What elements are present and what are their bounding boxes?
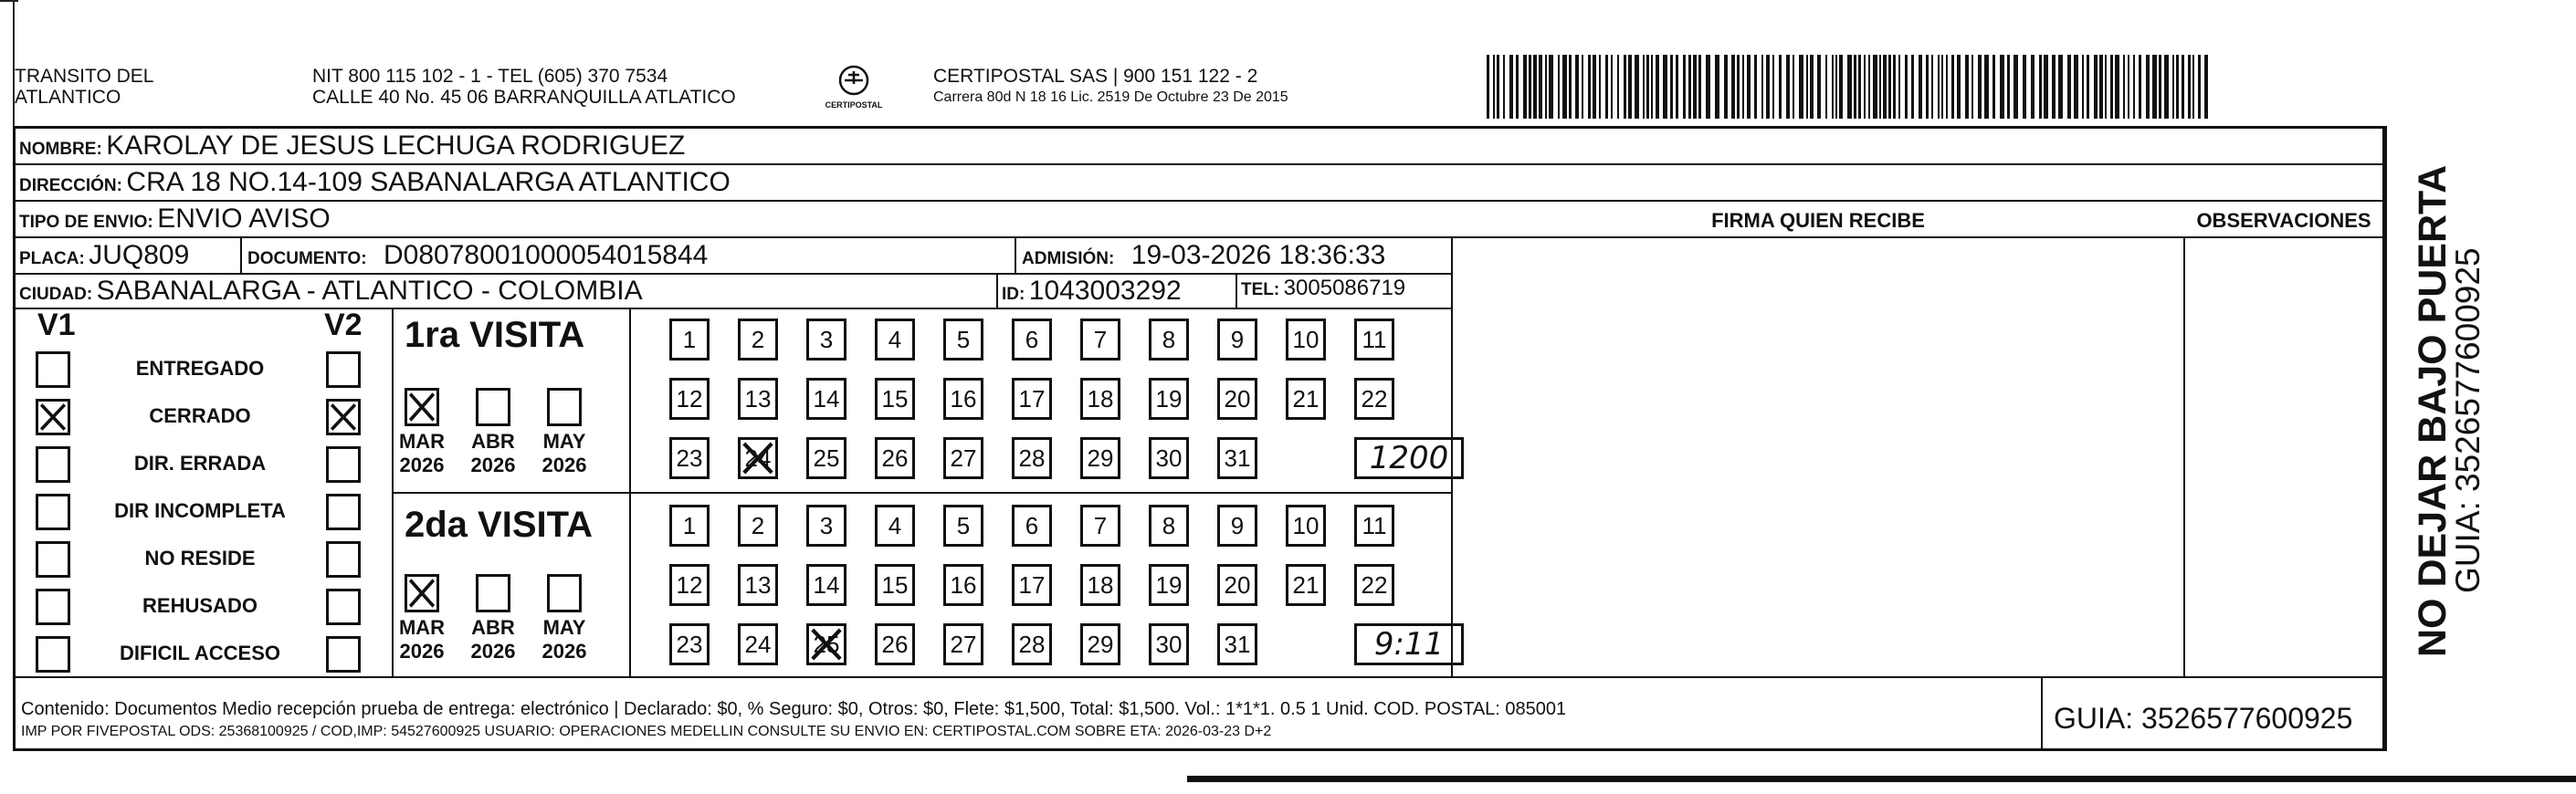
day-box[interactable]: 10 (1286, 505, 1326, 547)
month-name: ABR (471, 616, 515, 639)
observations-column-header: OBSERVACIONES (2196, 209, 2371, 232)
status-label: CERRADO (149, 404, 251, 427)
status-label: ENTREGADO (135, 357, 265, 380)
v1-checkbox[interactable] (36, 494, 70, 530)
day-box[interactable]: 15 (875, 378, 915, 420)
month-checkbox[interactable] (547, 574, 582, 612)
certipostal-logo (817, 62, 890, 117)
v1-header: V1 (37, 308, 76, 342)
day-box[interactable]: 29 (1080, 623, 1120, 665)
address-field (19, 167, 731, 198)
day-box[interactable]: 1 (669, 505, 710, 547)
margin-line-top (0, 0, 18, 2)
day-cross-mark (741, 440, 775, 476)
month-year: 2026 (399, 454, 445, 476)
v2-checkbox[interactable] (326, 446, 361, 483)
day-box[interactable]: 10 (1286, 319, 1326, 360)
day-box[interactable]: 9 (1217, 319, 1257, 360)
address-value: CRA 18 NO.14-109 SABANALARGA ATLANTICO (126, 167, 731, 197)
day-box[interactable]: 2 (738, 505, 778, 547)
side-warning: NO DEJAR BAJO PUERTA (2411, 164, 2455, 657)
day-box[interactable]: 23 (669, 623, 710, 665)
month-name: MAR (398, 616, 446, 639)
v1-checkbox[interactable] (36, 636, 70, 673)
month-year: 2026 (399, 640, 445, 663)
day-box[interactable]: 20 (1217, 564, 1257, 606)
status-label: REHUSADO (142, 594, 258, 617)
footer-imp: IMP POR FIVEPOSTAL ODS: 25368100925 / COD,IMP: 54527600925 USUARIO: OPERACIONES MEDELLIN CONSULTE SU ENVIO EN: CERTIPOSTAL.COM SOBRE ETA: 2026-03-23 D+2 (21, 724, 1272, 739)
month-year: 2026 (541, 454, 587, 476)
signature-column-header: FIRMA QUIEN RECIBE (1711, 209, 1925, 232)
v1-checkbox[interactable] (36, 351, 70, 388)
month-label (461, 616, 525, 663)
day-box[interactable]: 12 (669, 564, 710, 606)
day-box[interactable]: 31 (1217, 623, 1257, 665)
v1-checkbox[interactable] (36, 399, 70, 435)
v2-checkbox[interactable] (326, 494, 361, 530)
org-line-2: ATLANTICO (15, 87, 121, 108)
month-year: 2026 (470, 454, 516, 476)
logo-text: CERTIPOSTAL (825, 100, 883, 110)
header-company (933, 66, 1445, 107)
day-box[interactable]: 30 (1149, 437, 1189, 479)
type-label: TIPO DE ENVIO: (19, 213, 153, 232)
day-box[interactable]: 4 (875, 319, 915, 360)
company-address: Carrera 80d N 18 16 Lic. 2519 De Octubre 23 De 2015 (933, 89, 1288, 105)
day-box[interactable]: 5 (943, 319, 983, 360)
day-box[interactable]: 7 (1080, 505, 1120, 547)
v2-checkbox[interactable] (326, 636, 361, 673)
city-field (19, 276, 643, 307)
day-box[interactable]: 8 (1149, 319, 1189, 360)
day-box[interactable]: 24 (738, 437, 778, 479)
v1-checkbox[interactable] (36, 541, 70, 578)
day-box[interactable]: 18 (1080, 564, 1120, 606)
tel-field (1241, 276, 1405, 301)
document-value: D08078001000054015844 (384, 240, 709, 270)
side-guia: GUIA: 3526577600925 (2449, 247, 2487, 593)
day-box[interactable]: 13 (738, 378, 778, 420)
address-label: DIRECCIÓN: (19, 176, 122, 195)
day-box[interactable]: 17 (1012, 378, 1052, 420)
bottom-edge (1187, 776, 2576, 782)
v1-checkbox[interactable] (36, 446, 70, 483)
status-label: DIR. ERRADA (133, 452, 267, 475)
status-label: DIFICIL ACCESO (119, 642, 280, 664)
day-box[interactable]: 12 (669, 378, 710, 420)
month-name: MAY (542, 430, 586, 453)
second-visit-title: 2da VISITA (405, 505, 593, 545)
day-box[interactable]: 29 (1080, 437, 1120, 479)
month-label (532, 616, 596, 663)
footer-guia: GUIA: 3526577600925 (2054, 702, 2353, 735)
day-box[interactable]: 23 (669, 437, 710, 479)
day-box[interactable]: 6 (1012, 319, 1052, 360)
delivery-form (13, 126, 2387, 751)
city-value: SABANALARGA - ATLANTICO - COLOMBIA (96, 276, 643, 306)
month-name: MAY (542, 616, 586, 639)
plate-label: PLACA: (19, 249, 85, 268)
id-field (1002, 276, 1182, 307)
day-box[interactable]: 8 (1149, 505, 1189, 547)
month-checkbox[interactable] (476, 388, 510, 426)
day-box[interactable]: 26 (875, 623, 915, 665)
document-label: DOCUMENTO: (247, 249, 367, 268)
day-box[interactable]: 13 (738, 564, 778, 606)
day-box[interactable]: 28 (1012, 623, 1052, 665)
footer-content: Contenido: Documentos Medio recepción prueba de entrega: electrónico | Declarado: $0, % Seguro: $0, Otros: $0, Flete: $1,500, Total: $1,500. Vol.: 1*1*1. 0.5 1 Unid. COD. POSTAL: 085001 (21, 699, 1567, 719)
day-box[interactable]: 9 (1217, 505, 1257, 547)
v2-checkbox[interactable] (326, 351, 361, 388)
v2-checkbox[interactable] (326, 589, 361, 625)
admission-field (1022, 240, 1385, 271)
day-box[interactable]: 19 (1149, 564, 1189, 606)
header-org (15, 66, 289, 108)
day-box[interactable]: 22 (1354, 564, 1394, 606)
month-label (532, 430, 596, 477)
name-value: KAROLAY DE JESUS LECHUGA RODRIGUEZ (106, 131, 686, 161)
day-box[interactable]: 17 (1012, 564, 1052, 606)
day-box[interactable]: 3 (806, 319, 846, 360)
company-line: CERTIPOSTAL SAS | 900 151 122 - 2 (933, 66, 1258, 87)
visit-time-box[interactable]: 9:11 (1354, 623, 1464, 665)
day-box[interactable]: 30 (1149, 623, 1189, 665)
day-box[interactable]: 24 (738, 623, 778, 665)
type-field (19, 204, 331, 235)
day-box[interactable]: 3 (806, 505, 846, 547)
plate-value: JUQ809 (89, 240, 190, 270)
month-label (461, 430, 525, 477)
day-box[interactable]: 18 (1080, 378, 1120, 420)
org-line-1: TRANSITO DEL (15, 66, 154, 87)
first-visit-title: 1ra VISITA (405, 315, 585, 355)
day-box[interactable]: 2 (738, 319, 778, 360)
plate-field (19, 240, 189, 271)
day-box[interactable]: 16 (943, 564, 983, 606)
tel-label: TEL: (1241, 280, 1280, 299)
day-box[interactable]: 7 (1080, 319, 1120, 360)
day-box[interactable]: 21 (1286, 378, 1326, 420)
day-box[interactable]: 14 (806, 378, 846, 420)
document-field (247, 240, 708, 271)
name-field (19, 131, 685, 162)
id-value: 1043003292 (1028, 276, 1182, 306)
day-box[interactable]: 6 (1012, 505, 1052, 547)
barcode (1487, 55, 2208, 119)
name-label: NOMBRE: (19, 140, 102, 159)
day-box[interactable]: 11 (1354, 319, 1394, 360)
month-checkbox[interactable] (476, 574, 510, 612)
day-box[interactable]: 14 (806, 564, 846, 606)
month-year: 2026 (541, 640, 587, 663)
day-box[interactable]: 1 (669, 319, 710, 360)
admission-value: 19-03-2026 18:36:33 (1130, 240, 1386, 270)
month-checkbox[interactable] (547, 388, 582, 426)
address-line: CALLE 40 No. 45 06 BARRANQUILLA ATLATICO (312, 87, 736, 108)
day-box[interactable]: 5 (943, 505, 983, 547)
day-box[interactable]: 25 (806, 623, 846, 665)
day-box[interactable]: 31 (1217, 437, 1257, 479)
day-box[interactable]: 27 (943, 623, 983, 665)
day-box[interactable]: 28 (1012, 437, 1052, 479)
day-box[interactable]: 11 (1354, 505, 1394, 547)
barcode-icon (1487, 55, 2208, 119)
day-box[interactable]: 21 (1286, 564, 1326, 606)
day-box[interactable]: 16 (943, 378, 983, 420)
status-label: NO RESIDE (144, 547, 256, 569)
v2-checkbox[interactable] (326, 541, 361, 578)
day-box[interactable]: 19 (1149, 378, 1189, 420)
day-box[interactable]: 4 (875, 505, 915, 547)
month-name: MAR (398, 430, 446, 453)
month-label (390, 616, 454, 663)
v1-checkbox[interactable] (36, 589, 70, 625)
day-box[interactable]: 25 (806, 437, 846, 479)
status-label: DIR INCOMPLETA (114, 499, 286, 522)
day-box[interactable]: 20 (1217, 378, 1257, 420)
id-label: ID: (1002, 285, 1025, 304)
visit-time-box[interactable]: 1200 (1354, 437, 1464, 479)
day-cross-mark (809, 626, 844, 663)
month-label (390, 430, 454, 477)
v2-header: V2 (324, 308, 363, 342)
day-box[interactable]: 27 (943, 437, 983, 479)
city-label: CIUDAD: (19, 285, 93, 304)
admission-label: ADMISIÓN: (1022, 249, 1115, 268)
month-year: 2026 (470, 640, 516, 663)
month-checkbox[interactable] (405, 574, 439, 612)
day-box[interactable]: 15 (875, 564, 915, 606)
day-box[interactable]: 22 (1354, 378, 1394, 420)
month-name: ABR (471, 430, 515, 453)
tel-value: 3005086719 (1283, 276, 1406, 300)
type-value: ENVIO AVISO (157, 204, 331, 234)
day-box[interactable]: 26 (875, 437, 915, 479)
v2-checkbox[interactable] (326, 399, 361, 435)
nit-line: NIT 800 115 102 - 1 - TEL (605) 370 7534 (312, 66, 668, 87)
month-checkbox[interactable] (405, 388, 439, 426)
header-nit-block (312, 66, 824, 108)
